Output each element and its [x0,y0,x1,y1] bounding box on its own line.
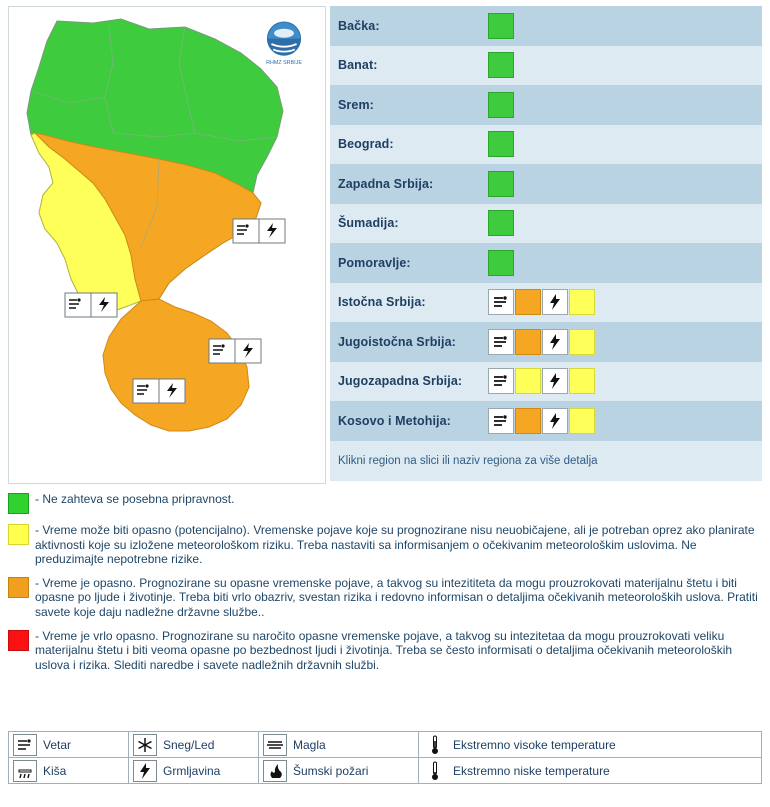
level-swatch-orange[interactable] [515,408,541,434]
legend-text: - Vreme može biti opasno (potencijalno). Vremenske pojave koje su prognozirane nisu neuobičajene, ali je potreban oprez ako planirate aktivnosti koje su izložene meteorološkom riziku. Treba nastaviti sa informisanjem o očekivanim meteorološkim uslovima. Ne preduzimajte nepotrebne rizike. [35,523,755,567]
legend-item-orange [8,576,764,620]
region-row-backa[interactable] [330,6,762,46]
region-name[interactable]: Kosovo i Metohija: [338,413,451,428]
region-level-swatches [488,250,515,276]
level-swatch-yellow[interactable] [569,408,595,434]
region-name[interactable]: Zapadna Srbija: [338,176,434,191]
logo-caption: RHMZ SRBIJE [266,59,302,66]
level-swatch-green[interactable] [488,13,514,39]
level-swatch-yellow[interactable] [569,329,595,355]
region-name[interactable]: Pomoravlje: [338,255,411,270]
wind-icon[interactable] [488,289,514,315]
symbol-key-cell-snow [129,732,259,758]
region-level-swatches [488,210,515,236]
region-name[interactable]: Istočna Srbija: [338,295,426,310]
wildfire-icon [263,760,287,782]
serbia-warning-map[interactable] [9,7,325,483]
symbol-key-cell-wildfire [259,758,419,784]
symbol-key-label: Grmljavina [163,763,221,778]
map-marker-kosovo-i-metohija[interactable] [133,379,185,403]
thunder-icon[interactable] [542,408,568,434]
region-warning-table [330,6,762,484]
map-marker-istocna-srbija[interactable] [233,219,285,243]
region-row-istocna-srbija[interactable] [330,283,762,323]
legend-color-box-red [8,630,29,651]
rhmz-logo-icon [257,17,311,71]
wind-icon[interactable] [488,368,514,394]
region-name[interactable]: Šumadija: [338,216,399,231]
symbol-key-label: Ekstremno visoke temperature [453,737,616,752]
symbol-key-label: Magla [293,737,326,752]
region-level-swatches [488,368,596,394]
thunder-icon[interactable] [542,368,568,394]
map-marker-jugozapadna-srbija[interactable] [65,293,117,317]
region-row-jugozapadna-srbija[interactable] [330,362,762,402]
legend-item-red [8,629,764,673]
wind-icon [13,734,37,756]
region-level-swatches [488,171,515,197]
symbol-key-table [8,731,762,784]
low-temperature-icon [423,760,447,782]
legend-item-yellow [8,523,764,567]
symbol-key-label: Sneg/Led [163,737,215,752]
fog-icon [263,734,287,756]
wind-icon[interactable] [488,329,514,355]
region-row-jugoistocna-srbija[interactable] [330,322,762,362]
symbol-key-cell-rain [9,758,129,784]
region-row-srem[interactable] [330,85,762,125]
legend-color-box-orange [8,577,29,598]
map-area-orange-south[interactable] [103,299,249,431]
region-row-pomoravlje[interactable] [330,243,762,283]
map-panel[interactable] [8,6,326,484]
region-row-zapadna-srbija[interactable] [330,164,762,204]
region-level-swatches [488,13,515,39]
rain-icon [13,760,37,782]
symbol-key-label: Šumski požari [293,763,369,778]
legend-color-box-yellow [8,524,29,545]
region-name[interactable]: Jugozapadna Srbija: [338,374,463,389]
region-level-swatches [488,329,596,355]
level-swatch-green[interactable] [488,171,514,197]
symbol-key-cell-fog [259,732,419,758]
symbol-key-label: Kiša [43,763,67,778]
symbol-key-cell-thunder [129,758,259,784]
symbol-key-cell-wind [9,732,129,758]
region-row-sumadija[interactable] [330,204,762,244]
region-row-beograd[interactable] [330,125,762,165]
thunder-icon[interactable] [542,329,568,355]
region-row-banat[interactable] [330,46,762,86]
legend-color-box-green [8,493,29,514]
map-click-hint: Klikni region na slici ili naziv regiona za više detalja [330,441,762,481]
symbol-key-label: Ekstremno niske temperature [453,763,610,778]
level-swatch-green[interactable] [488,131,514,157]
thunder-icon[interactable] [542,289,568,315]
region-row-kosovo-i-metohija[interactable] [330,401,762,441]
level-swatch-green[interactable] [488,210,514,236]
region-level-swatches [488,131,515,157]
region-level-swatches [488,92,515,118]
legend-section [8,492,764,681]
level-swatch-green[interactable] [488,92,514,118]
region-name[interactable]: Jugoistočna Srbija: [338,334,456,349]
legend-text: - Vreme je vrlo opasno. Prognozirane su naročito opasne vremenske pojave, a takvog su intezitetaa da mogu prouzrokovati veliku materijalnu štetu i biti veoma opasne po bezbednost ljudi i životinja. Treba se često informisati o detaljima očekivanih meteoroloških uslova i rizika. Slediti naredbe i savete nadležnih državnih službi. [35,628,733,672]
level-swatch-orange[interactable] [515,329,541,355]
region-name[interactable]: Beograd: [338,137,394,152]
region-name[interactable]: Bačka: [338,18,380,33]
legend-text: - Vreme je opasno. Prognozirane su opasne vremenske pojave, a takvog su intezititeta da mogu prouzrokovati materijalnu štetu i biti opasne po ljude i životinje. Treba biti vrlo obazriv, svestan rizika i redovno informisan o detaljima očekivanih meteoroloških uslova. Pratiti savete koje daju nadležne državne službe.. [35,575,758,619]
symbol-key-row [9,732,762,758]
symbol-key-cell-low-temperature [419,758,762,784]
region-name[interactable]: Srem: [338,97,374,112]
level-swatch-yellow[interactable] [569,368,595,394]
map-marker-jugoistocna-srbija[interactable] [209,339,261,363]
symbol-key-row [9,758,762,784]
region-name[interactable]: Banat: [338,58,378,73]
level-swatch-yellow[interactable] [515,368,541,394]
level-swatch-yellow[interactable] [569,289,595,315]
legend-text: - Ne zahteva se posebna pripravnost. [35,492,235,506]
thunder-icon [133,760,157,782]
symbol-key-cell-high-temperature [419,732,762,758]
level-swatch-green[interactable] [488,250,514,276]
legend-item-green [8,492,764,514]
region-level-swatches [488,289,596,315]
snow-icon [133,734,157,756]
symbol-key-label: Vetar [43,737,72,752]
level-swatch-orange[interactable] [515,289,541,315]
region-level-swatches [488,408,596,434]
region-level-swatches [488,52,515,78]
high-temperature-icon [423,734,447,756]
level-swatch-green[interactable] [488,52,514,78]
wind-icon[interactable] [488,408,514,434]
